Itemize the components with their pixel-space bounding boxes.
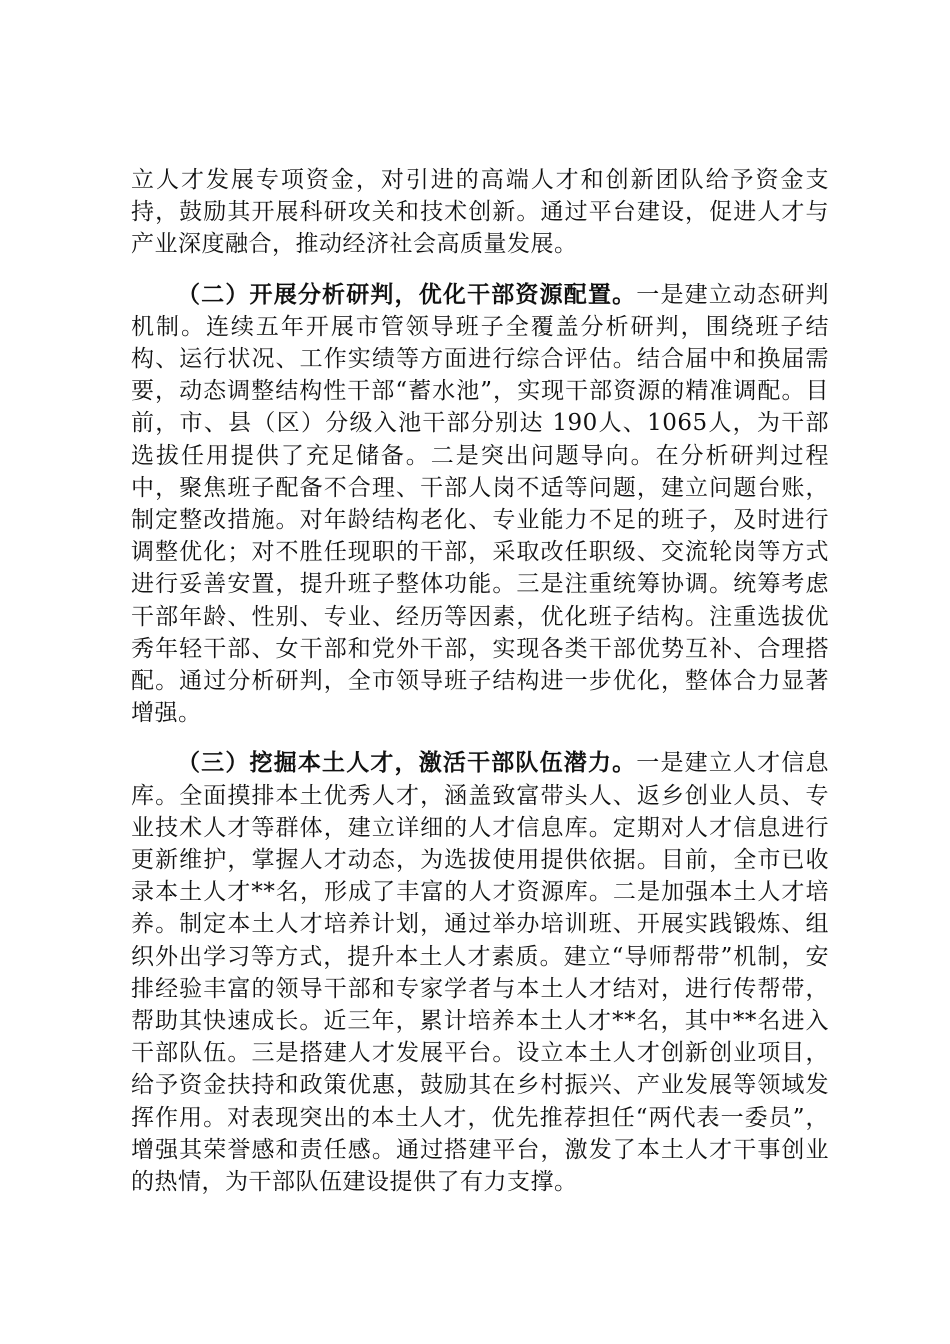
paragraph-body: 一是建立人才信息库。全面摸排本土优秀人才，涵盖致富带头人、返乡创业人员、专业技术人才等群体，建立详细的人才信息库。定期对人才信息进行更新维护，掌握人才动态，为选拔使用提供依据。目前，全市已收录本土人才**名，形成了丰富的人才资源库。二是加强本土人才培养。制定本土人才培养计划，通过举办培训班、开展实践锻炼、组织外出学习等方式，提升本土人才素质。建立“导师帮带”机制，安排经验丰富的领导干部和专家学者与本土人才结对，进行传帮带，帮助其快速成长。近三年，累计培养本土人才**名，其中**名进入干部队伍。三是搭建人才发展平台。设立本土人才创新创业项目，给予资金扶持和政策优惠，鼓励其在乡村振兴、产业发展等领域发挥作用。对表现突出的本土人才，优先推荐担任“两代表一委员”，增强其荣誉感和责任感。通过搭建平台，激发了本土人才干事创业的热情，为干部队伍建设提供了有力支撑。: [131, 750, 830, 1196]
paragraph-continuation: [131, 164, 829, 261]
paragraph-body: 一是建立动态研判机制。连续五年开展市管领导班子全覆盖分析研判，围绕班子结构、运行状况、工作实绩等方面进行综合评估。结合届中和换届需要，动态调整结构性干部“蓄水池”，实现干部资源的精准调配。目前，市、县（区）分级入池干部分别达 190人、1065人，为干部选拔任用提供了充足储备。二是突出问题导向。在分析研判过程中，聚焦班子配备不合理、干部人岗不适等问题，建立问题台账，制定整改措施。对年龄结构老化、专业能力不足的班子，及时进行调整优化；对不胜任现职的干部，采取改任职级、交流轮岗等方式进行妥善安置，提升班子整体功能。三是注重统筹协调。统筹考虑干部年龄、性别、专业、经历等因素，优化班子结构。注重选拔优秀年轻干部、女干部和党外干部，实现各类干部优势互补、合理搭配。通过分析研判，全市领导班子结构进一步优化，整体合力显著增强。: [131, 281, 830, 727]
paragraph-body: 立人才发展专项资金，对引进的高端人才和创新团队给予资金支持，鼓励其开展科研攻关和技术创新。通过平台建设，促进人才与产业深度融合，推动经济社会高质量发展。: [131, 167, 829, 258]
document-body: [131, 164, 829, 1216]
paragraph-section-3: [131, 747, 829, 1198]
section-heading: （三）挖掘本土人才，激活干部队伍潜力。: [177, 750, 637, 777]
paragraph-section-2: [131, 279, 829, 730]
section-heading: （二）开展分析研判，优化干部资源配置。: [177, 281, 637, 308]
